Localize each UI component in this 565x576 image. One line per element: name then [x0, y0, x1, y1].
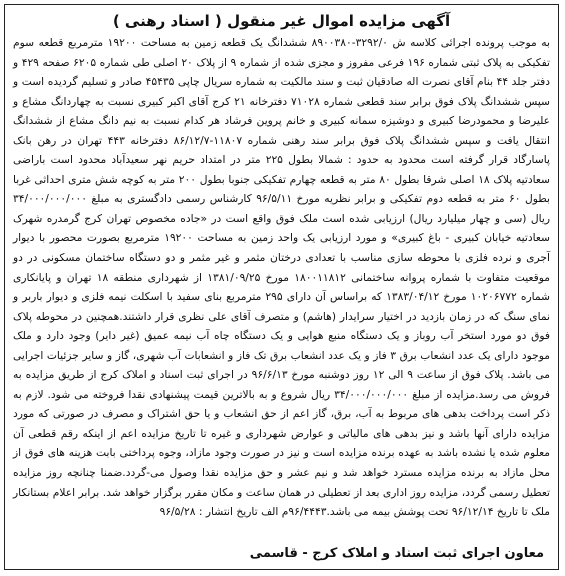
notice-title: آگهی مزایده اموال غیر منقول ( اسناد رهنی ): [112, 12, 451, 30]
notice-paragraph: [13, 33, 550, 522]
publish-date: تاریخ انتشار : ۹۶/۵/۲۸: [159, 505, 258, 519]
notice-frame: [4, 4, 559, 570]
notice-body: [5, 31, 558, 522]
signature: معاون اجرای ثبت اسناد و املاک کرج - قاسمی: [249, 546, 544, 561]
notice-text: به موجب پرونده اجرائی کلاسه ش ۳۲۹۲/۰-۸۹۰۰۳۸۰ ششدانگ یک قطعه زمین به مساحت ۱۹۲۰۰ مترمربع قطعه سوم تفکیکی به پلاک ثبتی شماره ۱۹۶ فرعی مفروز و مجزی شده از شماره ۹ از پلاک ۲۰ اصلی طی شماره ۶۲۰۵ صفحه ۴۲۹ و دفتر جلد ۴۴ بنام آقای نصرت اله صادقیان ثبت و سند مالکیت به شماره سریال چاپی ۴۵۴۳۵ صادر و تسلیم گردیده است و سپس ششدانگ پلاک فوق برابر سند قطعی شماره ۷۱۰۲۸ دفترخانه ۲۱ کرج آقای اکبر کبیری نسبت به چهاردانگ مشاع و علیرضا و محمودرضا کبیری و دوشیزه سمانه کبیری و خانم پروین فرشاد هر کدام نسبت به نیم دانگ مشاع از ششدانگ انتقال یافت و سپس ششدانگ پلاک فوق برابر سند رهنی شماره ۱۱۸۰۷-۸۶/۱۲/۷ دفترخانه ۴۴۳ تهران در رهن بانک پاسارگاد قرار گرفته است محدود به حدود : شمالا بطول ۲۲۵ متر در امتداد حریم نهر سعیدآباد محدود است باراضی سعادتیه پلاک ۱۸ اصلی شرقا بطول ۸۰ متر به قطعه چهارم تفکیکی جنوبا بطول ۲۰۰ متر به کوچه شش متری احداثی غربا بطول ۶۰ متر به قطعه دوم تفکیکی و برابر نظریه مورخ ۹۶/۵/۱۱ کارشناس رسمی دادگستری به مبلغ ۳۴/۰۰۰/۰۰۰/۰۰۰ ریال (سی و چهار میلیارد ریال) ارزیابی شده است ملک فوق واقع است در «جاده مخصوص تهران کرج گرمدره شهرک سعادتیه خیابان کبیری - باغ کبیری» و مورد ارزیابی یک واحد زمین به مساحت ۱۹۲۰۰ مترمربع بصورت محصور با دیوار آجری و نرده فلزی با محوطه سازی مناسب با تعدادی درختان مثمر و غیر مثمر و دو دستگاه ساختمان مسکونی در دو موقعیت متفاوت با شماره پروانه ساختمانی ۱۸۰۰۱۱۸۱۲ مورخ ۱۳۸۱/۰۹/۲۵ از شهرداری منطقه ۱۸ تهران و پایانکاری شماره ۱۰۲۰۶۷۷۲ مورخ ۱۳۸۳/۰۴/۱۲ که براساس آن دارای ۲۹۵ مترمربع بنای سفید با اسکلت نیمه فلزی و دیوار باربر و نمای سنگ که در زمان بازدید در اختیار سرایدار (هاشم) و متصرف آقای علی نظری قرار داشتند.همچنین در محوطه پلاک فوق دو مورد استخر آب روباز و یک دستگاه منبع هوایی و یک دستگاه چاه آب نیمه عمیق (غیر دایر) وجود دارد و ملک موجود دارای یک عدد انشعاب برق ۳ فاز و یک عدد انشعاب برق تک فاز و انشعابات آب شهری، گاز و سایر جزئیات اجرایی می باشد. پلاک فوق از ساعت ۹ الی ۱۲ روز دوشنبه مورخ ۹۶/۶/۱۳ در اجرای ثبت اسناد و املاک کرج از طریق مزایده به فروش می رسد.مزایده از مبلغ ۳۴/۰۰۰/۰۰۰/۰۰۰ ریال شروع و به بالاترین قیمت پیشنهادی نقدا فروخته می شود. لازم به ذکر است پرداخت بدهی های مربوط به آب، برق، گاز اعم از حق انشعاب و یا حق اشتراک و مصرف در صورتی که مورد مزایده دارای آنها باشد و نیز بدهی های مالیاتی و عوارض شهرداری و غیره تا تاریخ مزایده اعم از اینکه رقم قطعی آن معلوم شده یا نشده باشد به عهده برنده مزایده است و نیز در صورت وجود مازاد، وجوه پرداختی بابت هزینه های فوق از محل مازاد به برنده مزایده مسترد خواهد شد و نیم عشر و حق مزایده نقدا وصول می-گردد.ضمنا چنانچه روز مزایده تعطیل رسمی گردد، مزایده روز اداری بعد از تعطیلی در همان ساعت و مکان مقرر برگزار خواهد شد. برابر اعلام بستانکار ملک تا تاریخ ۹۶/۱۲/۱۴ تحت پوشش بیمه می باشد.۹۶/۴۴۴۳م الف: [13, 36, 551, 519]
